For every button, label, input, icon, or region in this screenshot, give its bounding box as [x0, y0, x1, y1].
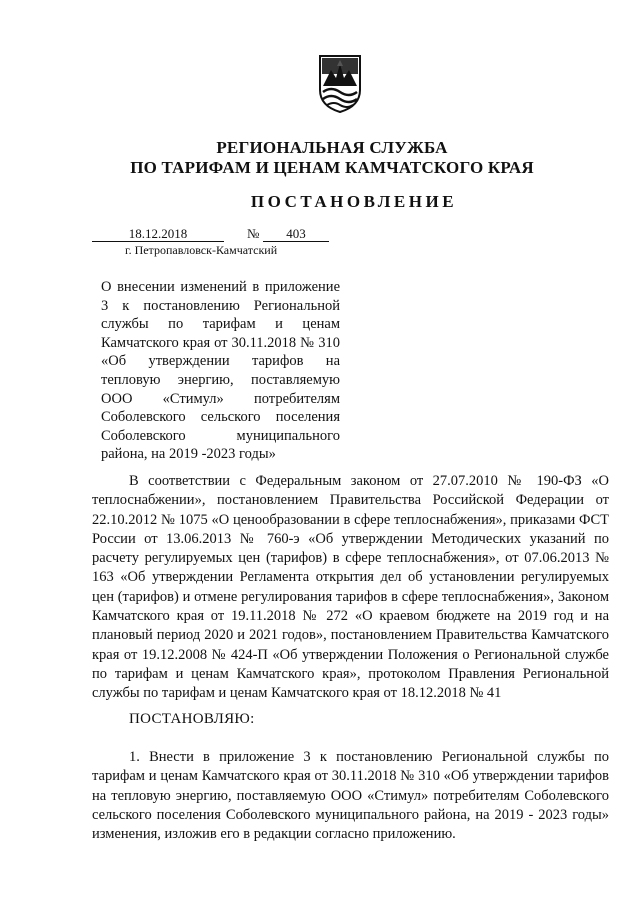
kamchatka-coat-of-arms-icon	[317, 52, 363, 114]
document-date: 18.12.2018	[92, 227, 224, 242]
document-type: ПОСТАНОВЛЕНИЕ	[250, 192, 458, 211]
resolve-heading: ПОСТАНОВЛЯЮ:	[129, 711, 255, 727]
document-number: 403	[263, 227, 329, 242]
legal-basis-paragraph: В соответствии с Федеральным законом от 27.07.2010 № 190-ФЗ «О теплоснабжении», постановлением Правительства Российской Федерации от 22.10.2012 № 1075 «О ценообразовании в сфере теплоснабжения», приказами ФСТ России от 13.06.2013 № 760-э «Об утверждении Методических указаний по расчету регулируемых цен (тарифов) в сфере теплоснабжения», от 07.06.2013 № 163 «Об утверждении Регламента открытия дел об установлении регулируемых цен (тарифов) и отмене регулирования тарифов в сфере теплоснабжения», Законом Камчатского края от 19.11.2018 № 272 «О краевом бюджете на 2019 год и на плановый период 2020 и 2021 годов», постановлением Правительства Камчатского края от 19.12.2008 № 424-П «Об утверждении Положения о Региональной службе по тарифам и ценам Камчатского края», протоколом Правления Региональной службы по тарифам и ценам Камчатского края от 18.12.2018 № 41	[92, 473, 609, 702]
number-label: №	[247, 226, 260, 241]
org-title-line1: РЕГИОНАЛЬНАЯ СЛУЖБА	[216, 138, 448, 157]
document-subject: О внесении изменений в приложение 3 к постановлению Региональной службы по тарифам и ценам Камчатского края от 30.11.2018 № 310 «Об утверждении тарифов на тепловую энергию, поставляемую ООО «Стимул» потребителям Соболевского сельского поселения Соболевского муниципального района, на 2019 -2023 годы»	[101, 279, 340, 463]
resolution-item-1: 1. Внести в приложение 3 к постановлению Региональной службы по тарифам и ценам Камчатского края от 30.11.2018 № 310 «Об утверждении тарифов на тепловую энергию, поставляемую ООО «Стимул» потребителям Соболевского сельского поселения Соболевского муниципального района, на 2019 - 2023 годы» изменения, изложив его в редакции согласно приложению.	[92, 749, 609, 843]
document-city: г. Петропавловск-Камчатский	[125, 243, 278, 257]
org-title-line2: ПО ТАРИФАМ И ЦЕНАМ КАМЧАТСКОГО КРАЯ	[130, 158, 534, 177]
